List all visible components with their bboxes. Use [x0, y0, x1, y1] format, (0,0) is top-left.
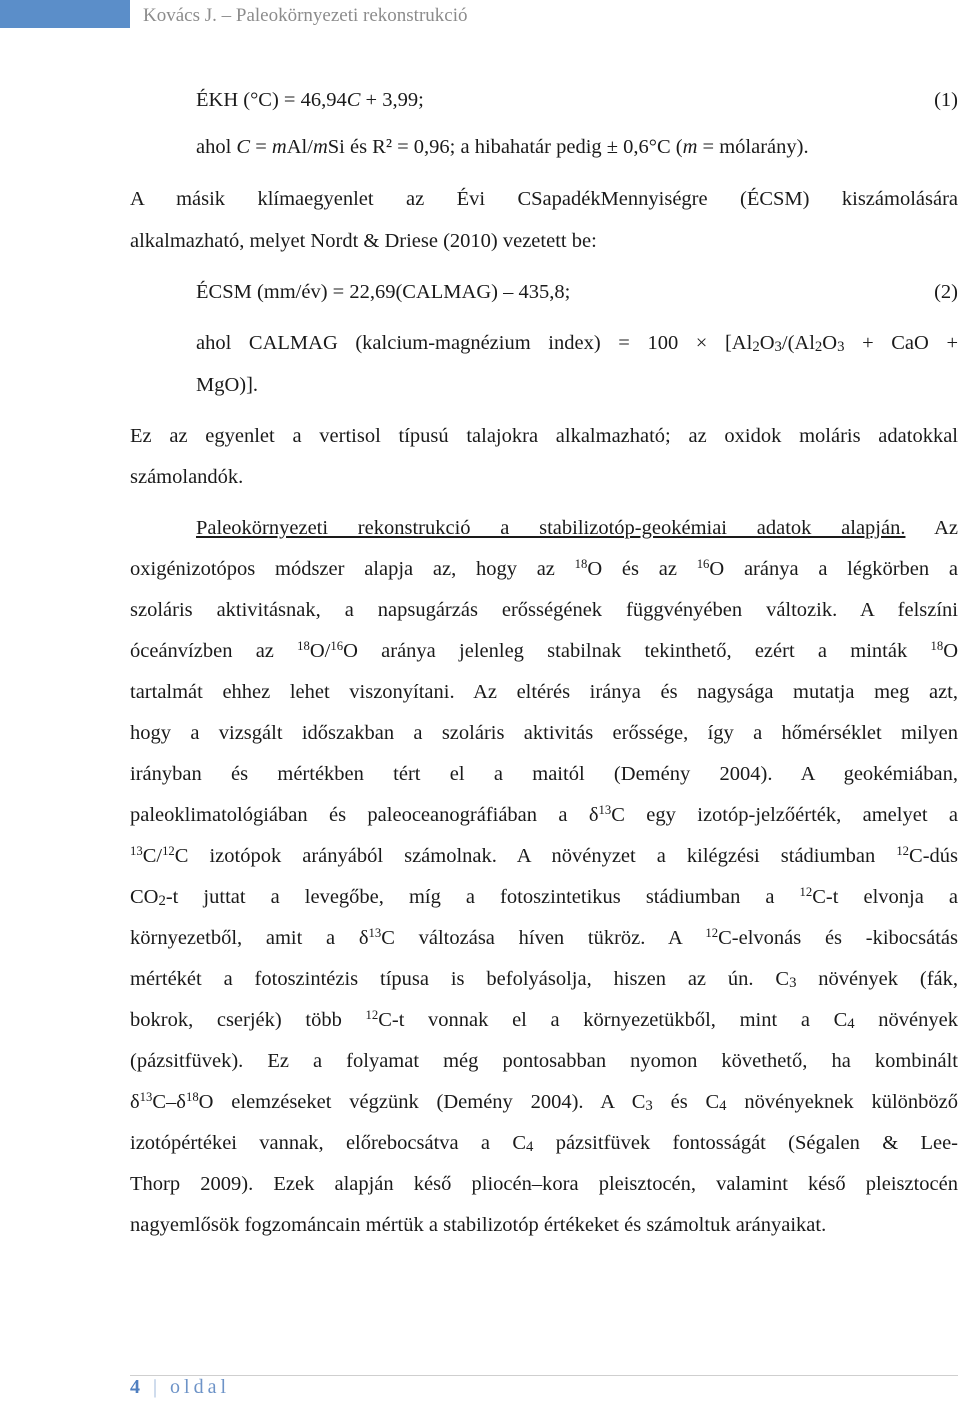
footer-rule — [130, 1375, 958, 1376]
equation-2-text: ÉCSM (mm/év) = 22,69(CALMAG) – 435,8; — [196, 281, 571, 303]
equation-1-text: ÉKH (°C) = 46,94C + 3,99; — [196, 89, 424, 111]
section-heading: Paleokörnyezeti rekonstrukció a stabilizotóp-geokémiai adatok alapján. — [196, 517, 906, 539]
page-footer: 4 | oldal — [130, 1376, 231, 1398]
header-accent-bar — [0, 0, 130, 28]
equation-1-note: ahol C = mAl/mSi és R² = 0,96; a hibahatár pedig ± 0,6°C (m = mólarány). — [196, 136, 809, 158]
page-number: 4 — [130, 1376, 144, 1398]
equation-2-label: (2) — [934, 281, 958, 303]
equation-1-label: (1) — [934, 89, 958, 111]
running-header: Kovács J. – Paleokörnyezeti rekonstrukció — [143, 5, 468, 26]
equation-2 — [196, 272, 958, 312]
equation-1 — [196, 80, 958, 120]
page-label: oldal — [170, 1376, 231, 1398]
